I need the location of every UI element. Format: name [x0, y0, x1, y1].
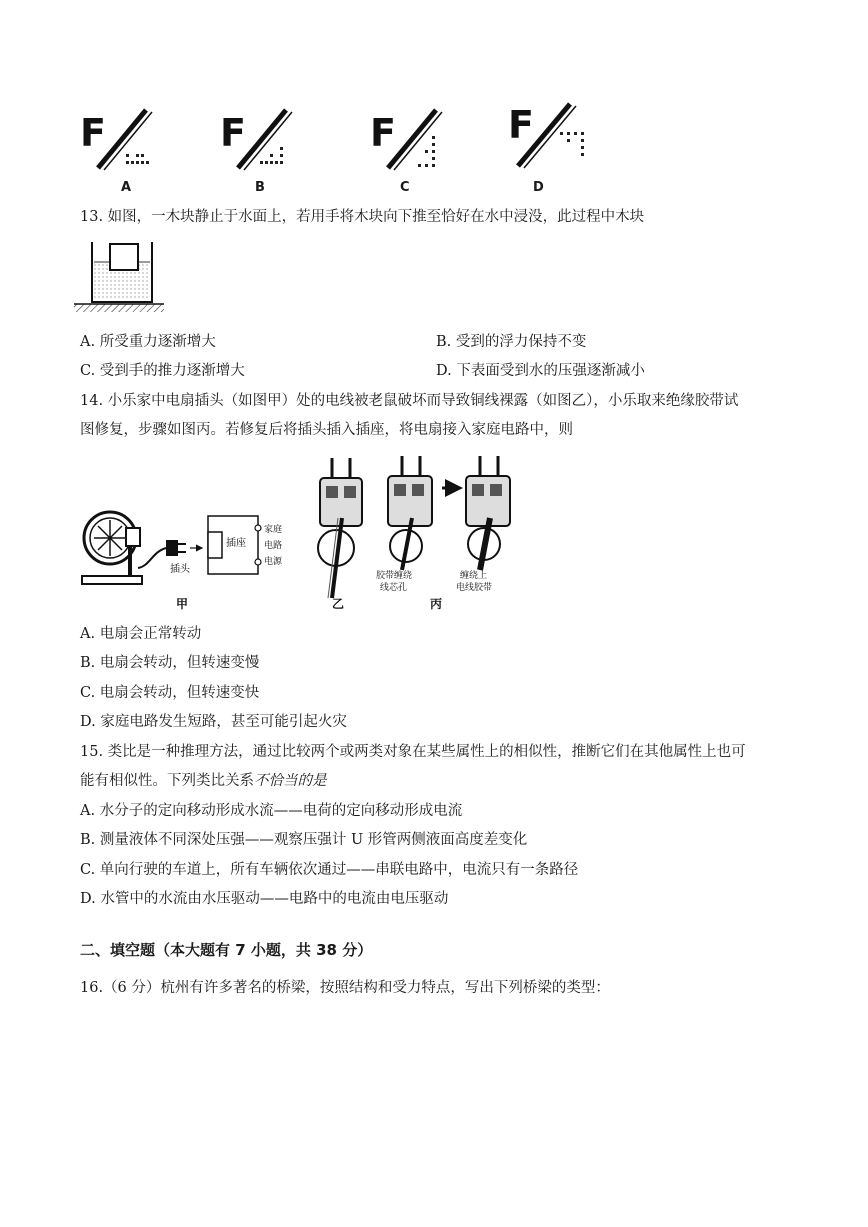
fan-diagram	[82, 512, 283, 611]
mirror-figure-b	[220, 110, 292, 170]
q14-option-a[interactable]: A. 电扇会正常转动	[80, 626, 202, 642]
step1-label-b: 线芯孔	[380, 583, 408, 593]
question-14-stem-line1: 14. 小乐家中电扇插头（如图甲）处的电线被老鼠破坏而导致铜线裸露（如图乙），小乐取来绝缘胶带试	[80, 393, 739, 409]
figure-label-a: A	[121, 180, 132, 195]
q14-option-b[interactable]: B. 电扇会转动，但转速变慢	[80, 655, 260, 671]
figure-bing-label: 丙	[430, 597, 443, 611]
q14-option-d[interactable]: D. 家庭电路发生短路，甚至可能引起火灾	[80, 714, 347, 730]
question-13-stem: 13. 如图，一木块静止于水面上，若用手将木块向下推至恰好在水中浸没，此过程中木块	[80, 209, 645, 225]
mirror-figure-d	[508, 103, 584, 168]
figure-jia-label: 甲	[176, 597, 189, 611]
question-14-stem-line2: 图修复，步骤如图丙。若修复后将插头插入插座，将电扇接入家庭电路中，则	[80, 422, 573, 438]
repair-step-1-diagram	[376, 456, 442, 611]
step1-label-a: 胶带缠绕	[376, 571, 413, 581]
step2-label-a: 缠绕上	[460, 571, 488, 581]
q15-option-b[interactable]: B. 测量液体不同深处压强——观察压强计 U 形管两侧液面高度差变化	[80, 832, 528, 848]
q14-figure-svg	[80, 448, 540, 618]
letter-f-glyph-d: F	[508, 103, 534, 147]
q14-figure	[80, 448, 540, 618]
q15-option-d[interactable]: D. 水管中的水流由水压驱动——电路中的电流由电压驱动	[80, 891, 449, 907]
q15-option-c[interactable]: C. 单向行驶的车道上，所有车辆依次通过——串联电路中，电流只有一条路径	[80, 862, 579, 878]
circuit-label-2: 电路	[264, 541, 283, 551]
step2-label-b: 电线胶带	[456, 583, 493, 593]
letter-f-glyph-a: F	[80, 111, 106, 155]
q13-option-c[interactable]: C. 受到手的推力逐渐增大	[80, 363, 245, 379]
q14-option-c[interactable]: C. 电扇会转动，但转速变快	[80, 685, 260, 701]
q15-stem-prefix: 能有相似性。下列类比关系	[80, 773, 254, 789]
q13-option-d[interactable]: D. 下表面受到水的压强逐渐减小	[436, 363, 645, 379]
plug-label: 插头	[170, 564, 190, 575]
mirror-figures-svg	[70, 98, 610, 198]
question-15-stem-line1: 15. 类比是一种推理方法，通过比较两个或两类对象在某些属性上的相似性，推断它们在其他属性上也可	[80, 744, 746, 760]
question-15-stem-line2	[80, 771, 327, 791]
mirror-figure-a	[80, 110, 152, 170]
circuit-label-3: 电源	[264, 557, 283, 567]
q15-option-a[interactable]: A. 水分子的定向移动形成水流——电荷的定向移动形成电流	[80, 803, 463, 819]
q13-option-a[interactable]: A. 所受重力逐渐增大	[80, 334, 216, 350]
q15-stem-emphasis: 不恰当的是	[254, 773, 327, 789]
figure-label-d: D	[533, 180, 544, 195]
mirror-figure-c	[370, 110, 442, 170]
question-16-stem: 16.（6 分）杭州有许多著名的桥梁，按照结构和受力特点，写出下列桥梁的类型：	[80, 980, 610, 996]
figure-label-b: B	[255, 180, 265, 195]
q13-option-b[interactable]: B. 受到的浮力保持不变	[436, 334, 587, 350]
q13-beaker-figure	[74, 236, 164, 316]
letter-f-glyph-b: F	[220, 111, 246, 155]
beaker-svg	[74, 236, 164, 316]
letter-f-glyph-c: F	[370, 111, 396, 155]
socket-label: 插座	[226, 538, 246, 549]
figure-yi-label: 乙	[332, 597, 345, 611]
circuit-label-1: 家庭	[264, 525, 283, 535]
damaged-plug-diagram	[318, 458, 362, 611]
section-2-title: 二、填空题（本大题有 7 小题，共 38 分）	[80, 941, 373, 959]
repair-step-2-diagram	[456, 456, 510, 593]
figure-label-c: C	[400, 180, 410, 195]
mirror-figure-row	[70, 98, 610, 198]
wood-block	[110, 244, 138, 270]
